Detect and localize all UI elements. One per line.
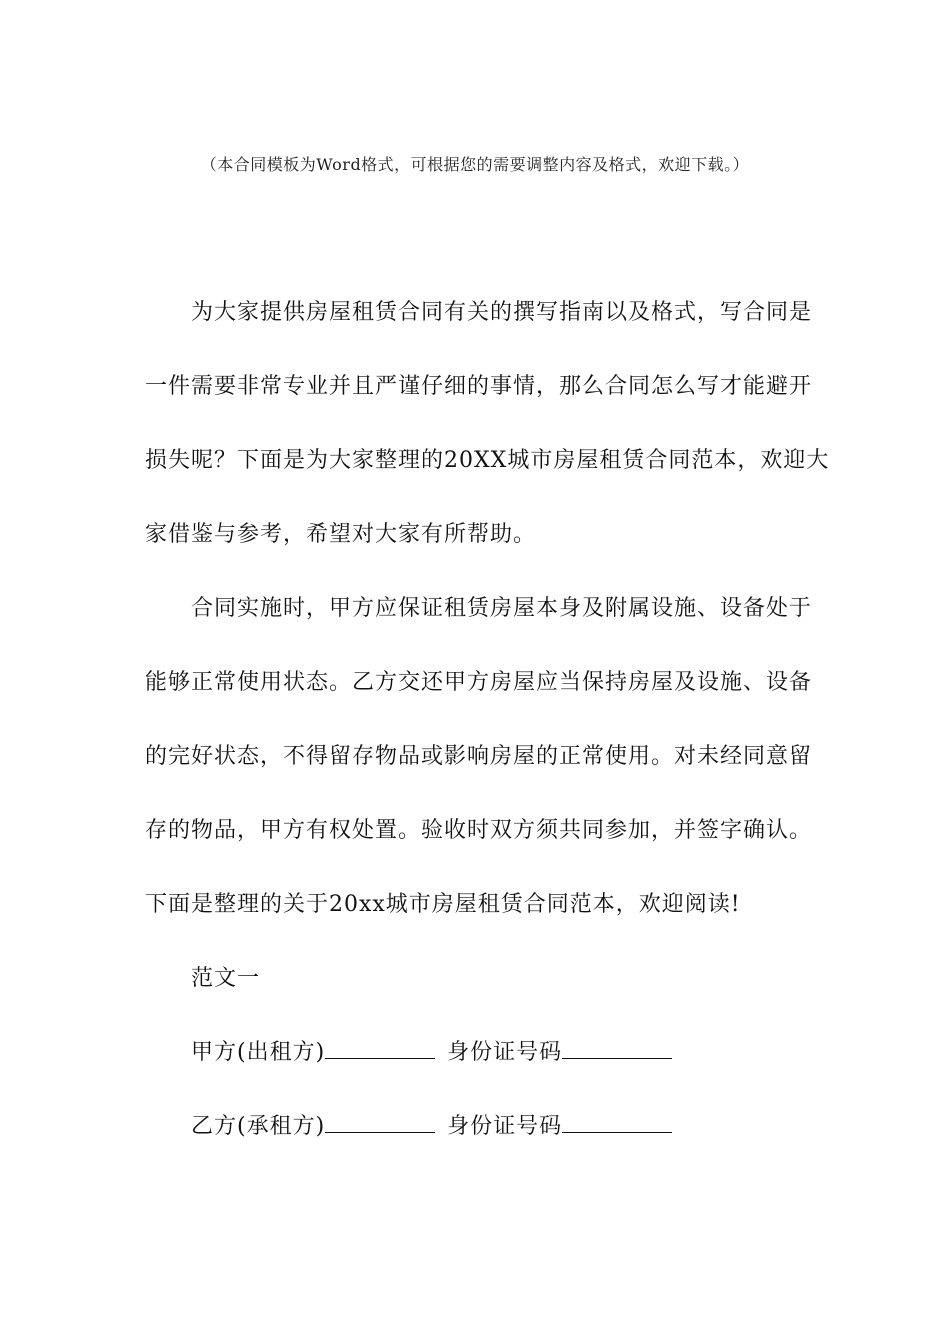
party-a-id-blank <box>562 1036 672 1059</box>
sample-title: 范文一 <box>191 966 261 991</box>
document-body <box>145 276 830 1164</box>
party-a-id-label: 身份证号码 <box>447 1040 563 1065</box>
party-b-name-blank <box>325 1110 435 1133</box>
implementation-paragraph <box>145 572 813 942</box>
implementation-line: 的完好状态，不得留存物品或影响房屋的正常使用。对未经同意留 <box>145 744 813 769</box>
implementation-line: 能够正常使用状态。乙方交还甲方房屋应当保持房屋及设施、设备 <box>145 670 813 695</box>
intro-paragraph <box>145 276 830 572</box>
intro-line: 一件需要非常专业并且严谨仔细的事情，那么合同怎么写才能避开 <box>145 374 813 399</box>
implementation-line: 下面是整理的关于20xx城市房屋租赁合同范本，欢迎阅读! <box>145 892 741 917</box>
implementation-line: 合同实施时，甲方应保证租赁房屋本身及附属设施、设备处于 <box>191 596 813 621</box>
party-b-row <box>145 1090 805 1164</box>
intro-line: 损失呢？下面是为大家整理的20XX城市房屋租赁合同范本，欢迎大 <box>145 448 830 473</box>
intro-line: 家借鉴与参考，希望对大家有所帮助。 <box>145 522 537 547</box>
implementation-line: 存的物品，甲方有权处置。验收时双方须共同参加，并签字确认。 <box>145 818 813 843</box>
party-a-row <box>145 1016 805 1090</box>
template-note: （本合同模板为Word格式，可根据您的需要调整内容及格式，欢迎下载。） <box>200 155 750 174</box>
intro-line: 为大家提供房屋租赁合同有关的撰写指南以及格式，写合同是 <box>191 300 813 325</box>
party-a-name-blank <box>325 1036 435 1059</box>
party-a-label: 甲方(出租方) <box>191 1040 326 1065</box>
party-b-label: 乙方(承租方) <box>191 1114 326 1139</box>
party-b-id-blank <box>562 1110 672 1133</box>
party-b-id-label: 身份证号码 <box>447 1114 563 1139</box>
